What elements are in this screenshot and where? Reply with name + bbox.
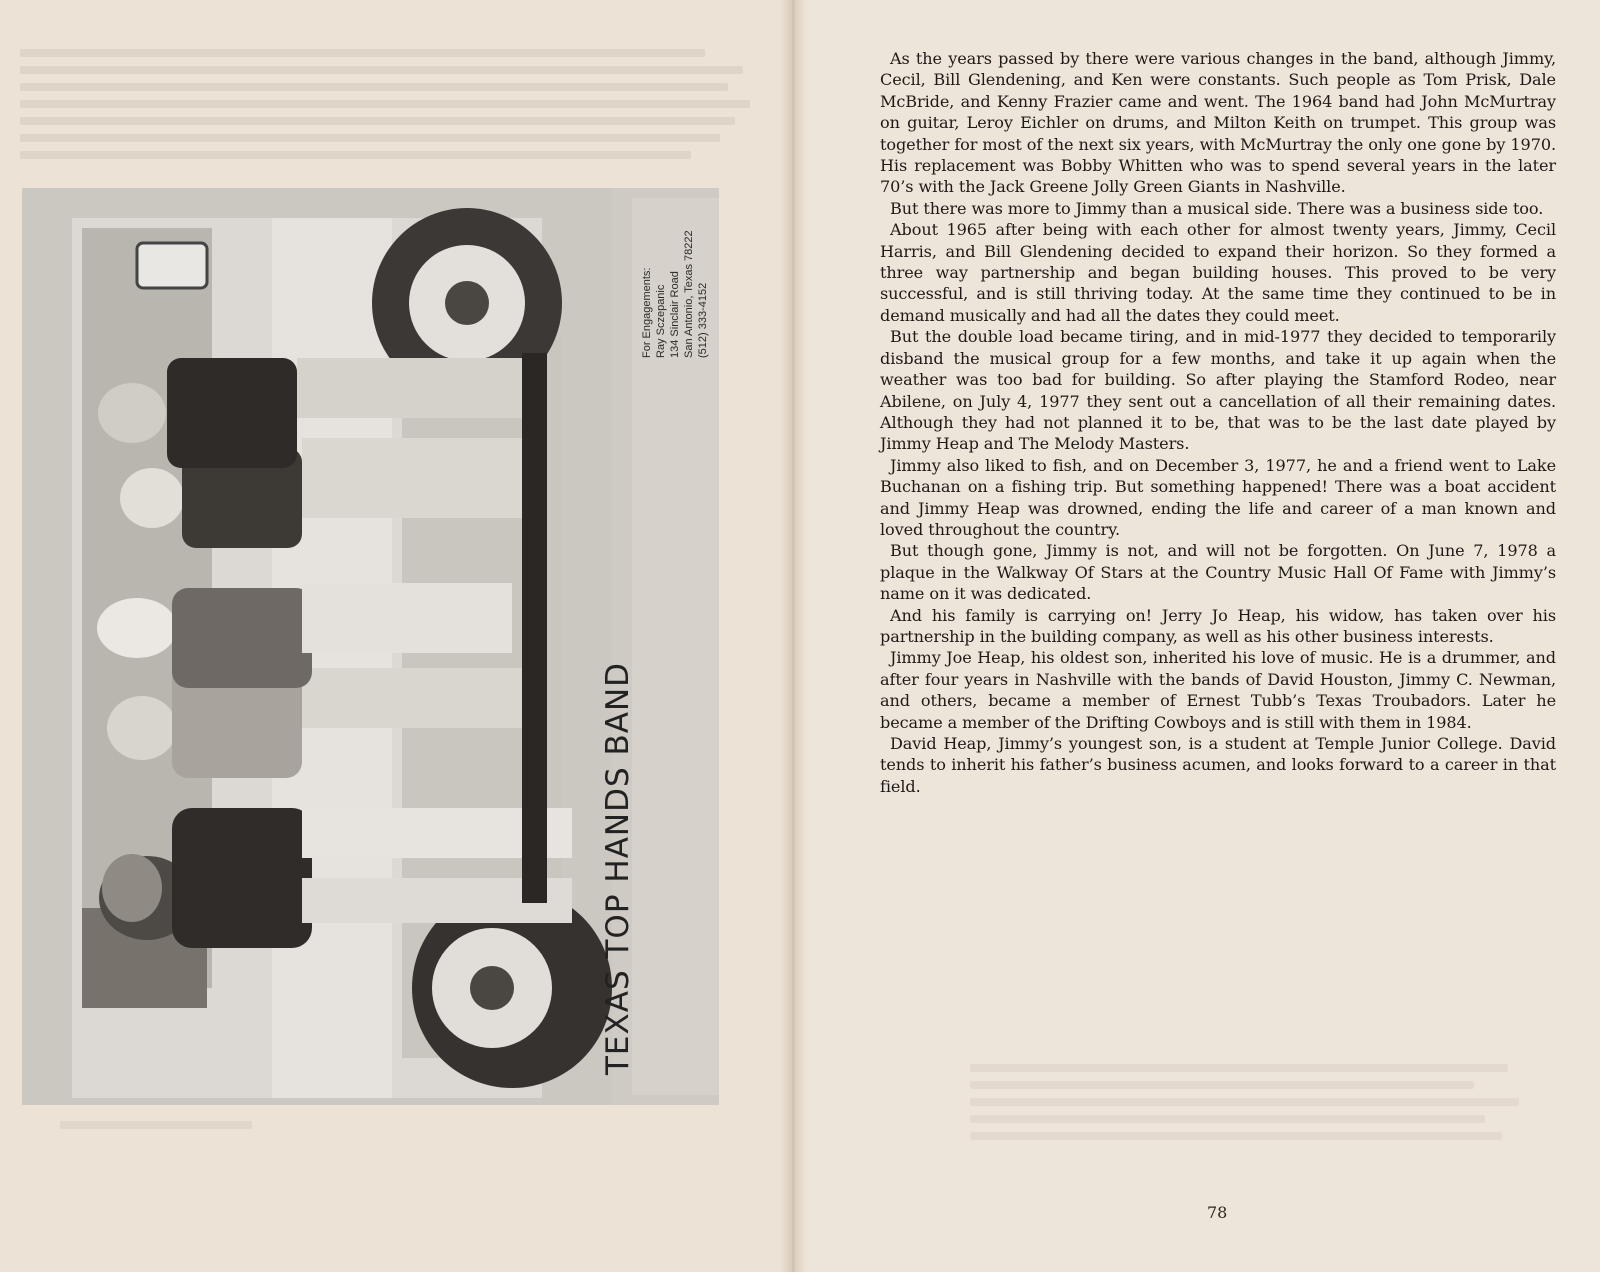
contact-line: (512) 333-4152 — [697, 282, 709, 358]
paragraph: As the years passed by there were various changes in the band, although Jimmy, Cecil, Bill Glendening, and Ken were constants. Such people as Tom Prisk, Dale McBride, and Kenny Frazier came and went. The 1964 band had John McMurtray on guitar, Leroy Eichler on drums, and Milton Keith on trumpet. This group was together for most of the next six years, with McMurtray the only one gone by 1970. His replacement was Bobby Whitten who was to spend several years in the later 70’s with the Jack Greene Jolly Green Giants in Nashville. — [880, 49, 1556, 197]
paragraph: Jimmy Joe Heap, his oldest son, inherited his love of music. He is a drummer, and after four years in Nashville with the bands of David Houston, Jimmy C. Newman, and others, became a member of Ernest Tubb’s Texas Troubadors. Later he became a member of the Drifting Cowboys and is still with them in 1984. — [880, 648, 1556, 732]
contact-line: Ray Sczepanic — [655, 284, 667, 358]
contact-line: 134 Sinclair Road — [669, 271, 681, 358]
photo-title: TEXAS TOP HANDS BAND — [600, 661, 636, 1075]
paragraph: But though gone, Jimmy is not, and will not be forgotten. On June 7, 1978 a plaque in the Walkway Of Stars at the Country Music Hall Of Fame with Jimmy’s name on it was dedicated. — [880, 541, 1556, 604]
paragraph: But there was more to Jimmy than a musical side. There was a business side too. — [890, 198, 1544, 218]
book-gutter — [780, 0, 806, 1272]
page-number: 78 — [1207, 1203, 1228, 1222]
bleed-through-text — [60, 1112, 700, 1142]
bleed-through-text — [20, 40, 765, 180]
paragraph: About 1965 after being with each other for almost twenty years, Jimmy, Cecil Harris, and Bill Glendening decided to expand their horizon. So they formed a three way partnership and began building houses. This proved to be very successful, and is still thriving today. At the same time they continued to be in demand musically and had all the dates they could meet. — [880, 220, 1556, 325]
left-page — [0, 0, 790, 1272]
paragraph: Jimmy also liked to fish, and on December 3, 1977, he and a friend went to Lake Buchanan on a fishing trip. But something happened! There was a boat accident and Jimmy Heap was drowned, ending the life and career of a man known and loved throughout the country. — [880, 455, 1556, 539]
paragraph: But the double load became tiring, and in mid-1977 they decided to temporarily disband the musical group for a few months, and take it up again when the weather was too bad for building. So after playing the Stamford Rodeo, near Abilene, on July 4, 1977 they sent out a cancellation of all their remaining dates. Although they had not planned it to be, that was to be the last date played by Jimmy Heap and The Melody Masters. — [880, 327, 1556, 454]
engagement-contact — [640, 230, 710, 358]
body-text — [880, 48, 1556, 797]
contact-line: San Antonio, Texas 78222 — [683, 230, 695, 358]
paragraph: David Heap, Jimmy’s youngest son, is a student at Temple Junior College. David tends to inherit his father’s business acumen, and looks forward to a career in that field. — [880, 734, 1556, 796]
paragraph: And his family is carrying on! Jerry Jo Heap, his widow, has taken over his partnership in the building company, as well as his other business interests. — [880, 605, 1556, 646]
bleed-through-text — [970, 1055, 1530, 1185]
contact-line: For Engagements: — [641, 267, 653, 358]
